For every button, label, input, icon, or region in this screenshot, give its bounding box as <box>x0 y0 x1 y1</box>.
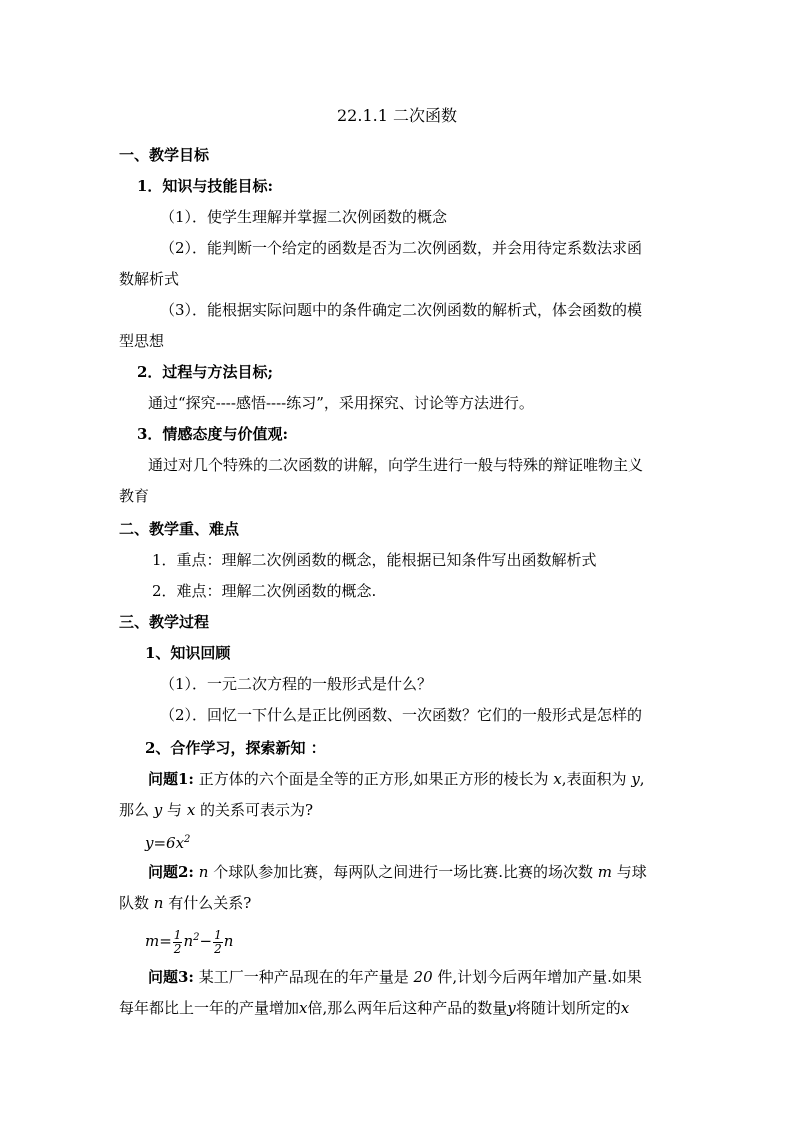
subheading-knowledge-skills: 1．知识与技能目标: <box>137 177 273 195</box>
paragraph: 1．重点：理解二次例函数的概念，能根据已知条件写出函数解析式 <box>152 551 597 569</box>
question-1: 问题1: 正方体的六个面是全等的正方形,如果正方形的棱长为 x,表面积为 y, <box>148 770 645 788</box>
question-label: 问题1: <box>148 770 194 788</box>
paragraph: 通过对几个特殊的二次函数的讲解，向学生进行一般与特殊的辩证唯物主义 <box>148 456 644 474</box>
paragraph: （2）．回忆一下什么是正比例函数、一次函数？它们的一般形式是怎样的 <box>160 706 643 724</box>
fraction: $\frac{1}{2}$ <box>173 927 182 956</box>
paragraph: （2）．能判断一个给定的函数是否为二次例函数，并会用待定系数法求函 <box>160 239 643 257</box>
question-1-line-2: 那么 y 与 x 的关系可表示为? <box>119 801 314 819</box>
document-title: 22.1.1 二次函数 <box>337 106 457 125</box>
paragraph: （3）．能根据实际问题中的条件确定二次例函数的解析式，体会函数的模 <box>160 301 643 319</box>
fraction: $\frac{1}{2}$ <box>214 927 222 956</box>
question-3-line-2: 每年都比上一年的产量增加x倍,那么两年后这种产品的数量y将随计划所定的x <box>119 999 630 1017</box>
question-2: 问题2: n 个球队参加比赛，每两队之间进行一场比赛.比赛的场次数 m 与球 <box>148 863 647 881</box>
question-2-line-2: 队数 n 有什么关系? <box>119 894 252 912</box>
question-3: 问题3: 某工厂一种产品现在的年产量是 20 件,计划今后两年增加产量.如果 <box>148 968 642 986</box>
section-heading-process: 三、教学过程 <box>119 613 210 631</box>
subheading-attitude-values: 3．情感态度与价值观: <box>137 425 288 443</box>
paragraph: 2．难点：理解二次例函数的概念. <box>152 582 377 600</box>
paragraph: 教育 <box>119 487 150 505</box>
formula-surface-area: $y=6x^2$ <box>145 834 191 852</box>
paragraph: 型思想 <box>119 332 165 350</box>
paragraph: 通过“探究----感悟----练习”，采用探究、讨论等方法进行。 <box>148 394 534 412</box>
paragraph: （1）．一元二次方程的一般形式是什么？ <box>160 675 433 693</box>
subheading-cooperative-learning: 2、合作学习，探索新知 ： <box>145 739 326 757</box>
paragraph: 数解析式 <box>119 270 180 288</box>
paragraph: （1）．使学生理解并掌握二次例函数的概念 <box>160 208 448 226</box>
formula-matches: m= $\frac{1}{2}$ $n^2-$ $\frac{1}{2}$ n <box>145 927 234 956</box>
section-heading-key-points: 二、教学重、难点 <box>119 520 240 538</box>
section-heading-objectives: 一、教学目标 <box>119 146 210 164</box>
question-label: 问题3: <box>148 968 194 986</box>
subheading-review: 1、知识回顾 <box>145 644 231 662</box>
subheading-process-methods: 2．过程与方法目标; <box>137 363 273 381</box>
question-label: 问题2: <box>148 863 194 881</box>
